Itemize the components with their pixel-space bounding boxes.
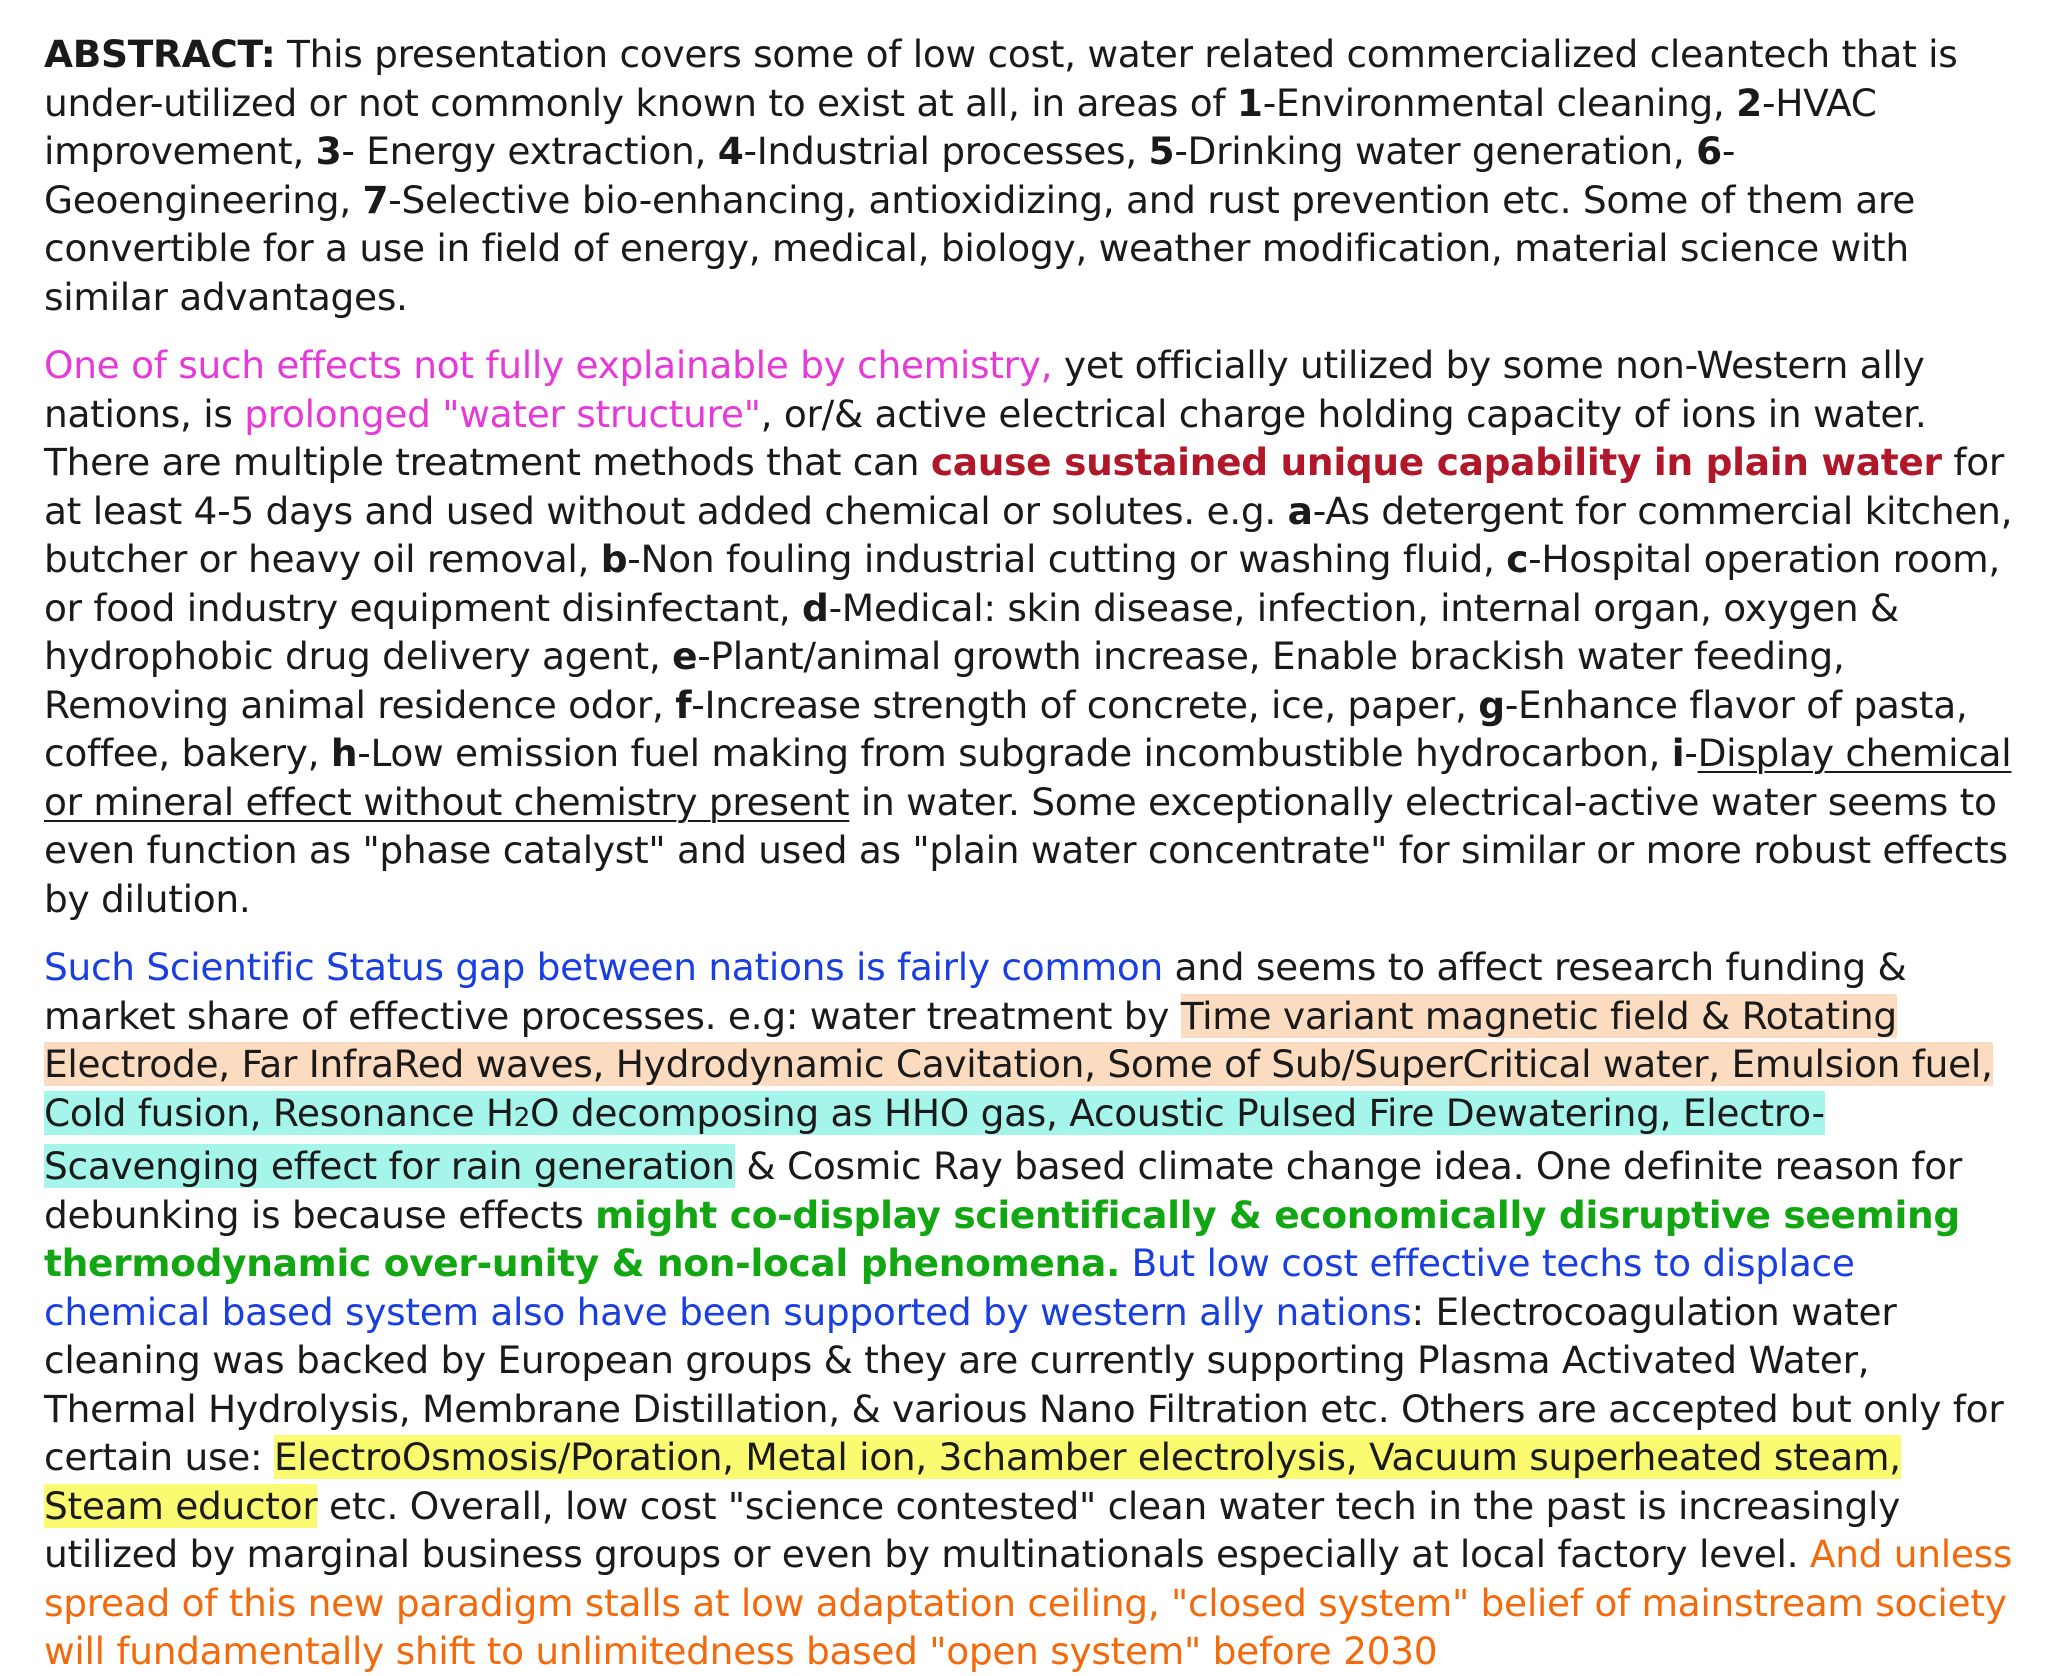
green-emphasis: might co-display scientifically & economically disruptive seeming thermodynamic over-unity & non-local phenomena. — [44, 1192, 1960, 1285]
example-letter: d — [802, 585, 829, 630]
area-number: 5 — [1148, 129, 1175, 173]
body-text: and seems to affect research funding & market share of effective processes. e.g: water treatment by — [44, 945, 1907, 1038]
underlined-phrase: Display chemical or mineral effect without chemistry present — [44, 731, 2012, 824]
example-text: -Increase strength of concrete, ice, paper, — [691, 682, 1479, 727]
body-text: , or/& active electrical charge holding capacity of ions in water. There are multiple treatment methods that can — [44, 391, 1927, 484]
blue-phrase: Such Scientific Status gap between nations is fairly common — [44, 945, 1163, 989]
example-letter: g — [1478, 682, 1505, 727]
body-text: for at least 4-5 days and used without added chemical or solutes. e.g. — [44, 440, 2005, 533]
example-text: -Hospital operation room, or food industry equipment disinfectant, — [44, 537, 2000, 630]
body-text: yet officially utilized by some non-Western ally nations, is — [44, 343, 1925, 436]
status-gap-paragraph — [44, 943, 2029, 1676]
example-text: -Low emission fuel making from subgrade incombustible hydrocarbon, — [357, 731, 1672, 775]
example-text: -As detergent for commercial kitchen, butcher or heavy oil removal, — [44, 488, 2013, 581]
example-letter: f — [675, 682, 692, 727]
example-letter: b — [600, 537, 628, 581]
example-letter: c — [1506, 537, 1529, 581]
example-text: -Enhance flavor of pasta, coffee, bakery, — [44, 682, 1968, 775]
yellow-highlight: ElectroOsmosis/Poration, Metal ion, 3chamber electrolysis, Vacuum superheated steam, Steam eductor — [44, 1435, 1901, 1528]
area-number: 1 — [1236, 80, 1263, 125]
area-text: -Environmental cleaning, — [1262, 80, 1737, 125]
peach-highlight: Time variant magnetic field & Rotating Electrode, Far InfraRed waves, Hydrodynamic Cavitation, Some of Sub/SuperCritical water, Emulsion fuel, — [44, 993, 1993, 1086]
area-number: 7 — [362, 177, 389, 222]
abstract-label: ABSTRACT: — [44, 32, 276, 76]
area-number: 4 — [717, 129, 744, 173]
cyan-highlight-text: Cold fusion, Resonance H — [44, 1090, 514, 1135]
body-text: & Cosmic Ray based climate change idea. One definite reason for debunking is because effects — [44, 1144, 1962, 1237]
example-text: -Plant/animal growth increase, Enable brackish water feeding, Removing animal residence odor, — [44, 634, 1845, 727]
orange-conclusion: And unless spread of this new paradigm stalls at low adaptation ceiling, "closed system" belief of mainstream society will fundamentally shift to unlimitedness based "open system" before 2030 — [44, 1532, 2013, 1673]
area-text: -Industrial processes, — [743, 129, 1149, 173]
abstract-paragraph — [44, 30, 2029, 321]
example-text: - — [1684, 731, 1698, 775]
area-number: 6 — [1696, 129, 1722, 173]
area-number: 2 — [1736, 80, 1762, 125]
body-text: etc. Overall, low cost "science contested" clean water tech in the past is increasingly utilized by marginal business groups or even by multinationals especially at local factory level. — [44, 1483, 1900, 1576]
example-letter: h — [330, 731, 358, 775]
abstract-intro: This presentation covers some of low cost, water related commercialized cleantech that is under-utilized or not commonly known to exist at all, in areas of — [44, 32, 1958, 125]
magenta-phrase: One of such effects not fully explainable by chemistry, — [44, 343, 1053, 387]
magenta-phrase: prolonged "water structure" — [244, 391, 761, 436]
area-number: 3 — [315, 129, 342, 173]
area-text: -Selective bio-enhancing, antioxidizing, and rust prevention etc. Some of them are convertible for a use in field of energy, medical, biology, weather modification, material science with similar advantages. — [44, 177, 1915, 319]
blue-phrase: But low cost effective techs to displace chemical based system also have been supported by western ally nations — [44, 1241, 1855, 1334]
example-letter: e — [672, 634, 698, 678]
body-text: in water. Some exceptionally electrical-active water seems to even function as "phase catalyst" and used as "plain water concentrate" for similar or more robust effects by dilution. — [44, 779, 2008, 921]
example-letter: i — [1671, 731, 1685, 775]
body-text: : Electrocoagulation water cleaning was backed by European groups & they are currently supporting Plasma Activated Water, Thermal Hydrolysis, Membrane Distillation, & various Nano Filtration etc. Others are accepted but only for certain use: — [44, 1289, 2004, 1479]
area-text: -Geoengineering, — [44, 129, 1736, 222]
example-text: -Medical: skin disease, infection, internal organ, oxygen & hydrophobic drug delivery agent, — [44, 585, 1899, 678]
emphasis-phrase: cause sustained unique capability in plain water — [930, 440, 1942, 484]
water-structure-paragraph — [44, 341, 2029, 923]
example-text: -Non fouling industrial cutting or washing fluid, — [627, 537, 1507, 581]
subscript-2: 2 — [513, 1102, 531, 1133]
area-text: -Drinking water generation, — [1174, 129, 1697, 173]
area-text: - Energy extraction, — [341, 129, 718, 173]
example-letter: a — [1287, 488, 1313, 533]
area-text: -HVAC improvement, — [44, 80, 1877, 173]
cyan-highlight-text: O decomposing as HHO gas, Acoustic Pulsed Fire Dewatering, Electro-Scavenging effect for rain generation — [44, 1090, 1825, 1188]
document-page — [44, 30, 2029, 1676]
